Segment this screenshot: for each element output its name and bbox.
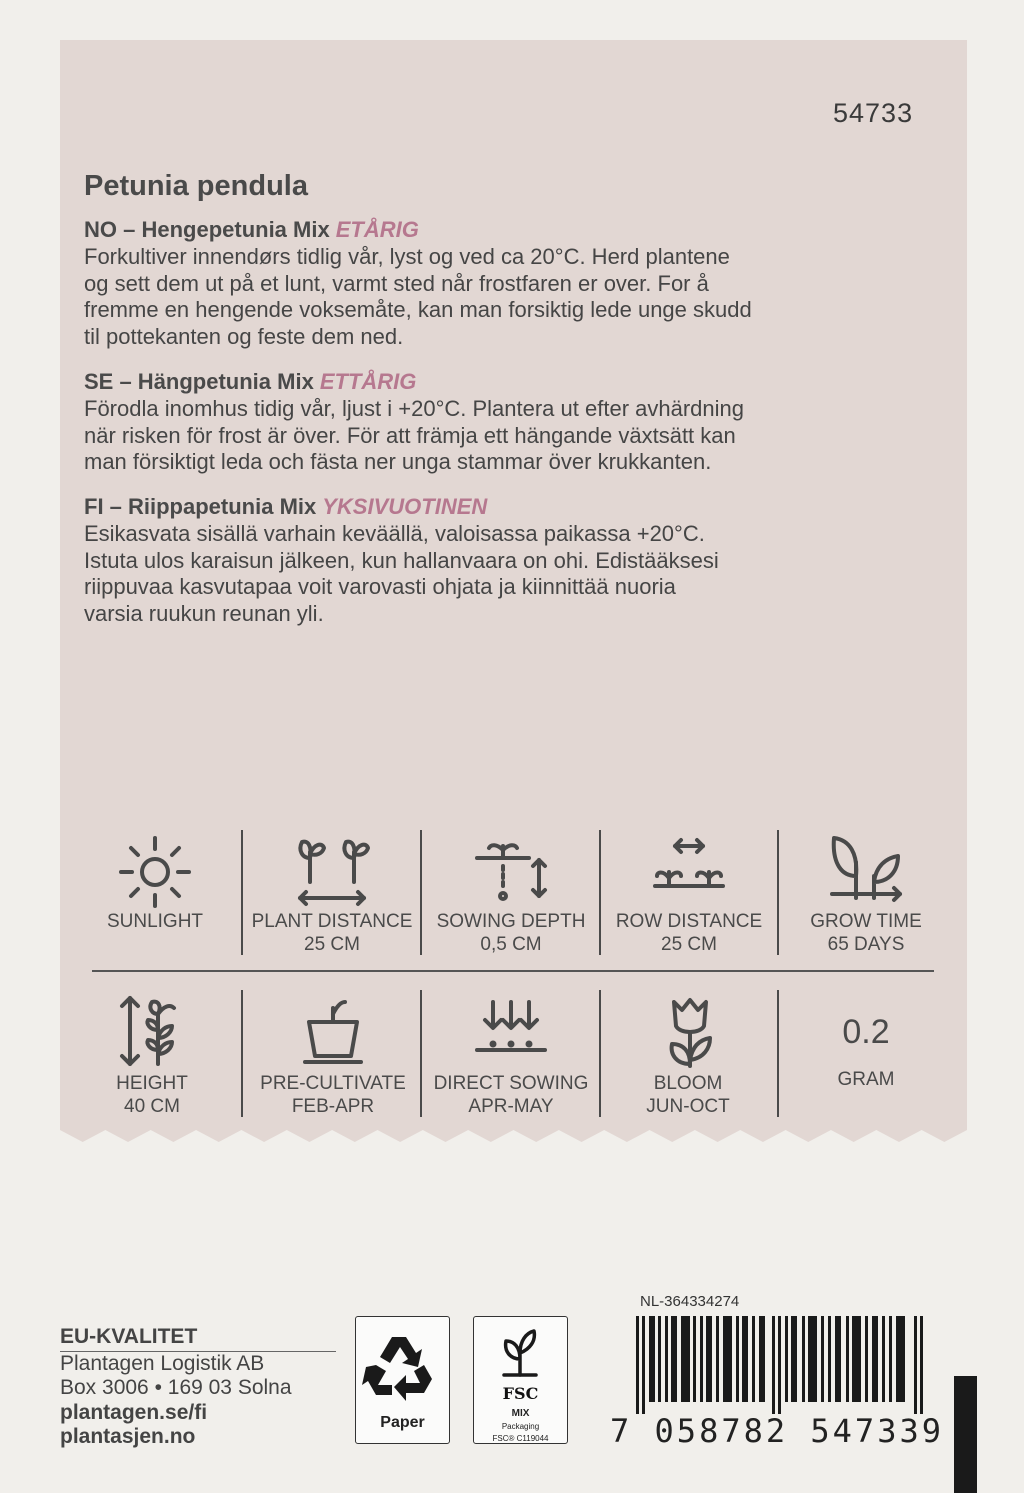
sprout-icon: [826, 832, 906, 910]
article-number: 54733: [833, 98, 914, 128]
info-value: JUN-OCT: [646, 1096, 730, 1117]
registration-mark: [954, 1376, 977, 1493]
fsc-license: FSC® C119044: [492, 1434, 549, 1443]
info-label: SUNLIGHT: [106, 911, 204, 932]
info-label: HEIGHT: [116, 1073, 188, 1094]
body-line: varsia ruukun reunan yli.: [84, 601, 324, 627]
info-label: PLANT DISTANCE: [251, 911, 413, 932]
grow-time-cell: [780, 832, 952, 956]
row-distance-cell: [603, 832, 775, 956]
sunlight-cell: [69, 832, 241, 933]
recycle-icon: [356, 1317, 449, 1413]
sowing-depth-icon: [471, 832, 551, 910]
info-label: DIRECT SOWING: [433, 1073, 589, 1094]
sowing-depth-cell: [425, 832, 597, 956]
info-value: 25 CM: [661, 934, 717, 955]
divider: [420, 830, 422, 955]
body-line: när risken för frost är över. För att främja ett hängande växtsätt kan: [84, 422, 736, 448]
quality-label: EU-KVALITET: [60, 1325, 336, 1352]
fsc-tree-icon: [474, 1317, 567, 1385]
divider: [599, 990, 601, 1117]
tulip-icon: [648, 992, 728, 1072]
section-fi: [84, 493, 934, 628]
nl-code: NL-364334274: [640, 1293, 740, 1310]
divider: [599, 830, 601, 955]
divider: [420, 990, 422, 1117]
supplier-info: [60, 1325, 340, 1450]
divider: [777, 990, 779, 1117]
info-value: 65 DAYS: [827, 934, 905, 955]
section-heading: NO – Hengepetunia Mix: [84, 217, 330, 242]
body-line: til pottekanten og feste dem ned.: [84, 324, 404, 350]
divider: [241, 990, 243, 1117]
info-label: GRAM: [837, 1069, 895, 1090]
body-line: riippuvaa kasvutapaa voit varovasti ohjata ja kiinnittää nuoria: [84, 574, 676, 600]
annual-tag: ETTÅRIG: [319, 369, 417, 394]
website-link[interactable]: plantasjen.no: [60, 1425, 196, 1449]
height-cell: [66, 992, 238, 1118]
pre-cultivate-cell: [247, 992, 419, 1118]
direct-sowing-cell: [425, 992, 597, 1118]
body-line: Istuta ulos karaisun jälkeen, kun hallanvaara on ohi. Edistääksesi: [84, 547, 719, 573]
body-line: Förodla inomhus tidig vår, ljust i +20°C. Plantera ut efter avhärdning: [84, 396, 744, 421]
info-label: GROW TIME: [810, 911, 922, 932]
fsc-packaging: Packaging: [501, 1422, 540, 1431]
annual-tag: ETÅRIG: [335, 217, 419, 242]
gram-cell: [780, 992, 952, 1091]
info-label: PRE-CULTIVATE: [260, 1073, 406, 1094]
info-label: SOWING DEPTH: [436, 911, 586, 932]
direct-sowing-icon: [471, 992, 551, 1072]
body-line: man försiktigt leda och fästa ner unga stammar över krukkanten.: [84, 449, 712, 475]
section-heading: SE – Hängpetunia Mix: [84, 369, 314, 394]
annual-tag: YKSIVUOTINEN: [322, 494, 488, 519]
recycle-logo: [355, 1316, 450, 1444]
sun-icon: [115, 832, 195, 910]
info-label: ROW DISTANCE: [615, 911, 763, 932]
body-line: Forkultiver innendørs tidlig vår, lyst og ved ca 20°C. Herd plantene: [84, 244, 730, 269]
divider: [777, 830, 779, 955]
recycle-label: Paper: [380, 1414, 425, 1431]
info-label: BLOOM: [653, 1073, 723, 1094]
info-value: FEB-APR: [291, 1096, 375, 1117]
plant-distance-icon: [292, 832, 372, 910]
body-line: Esikasvata sisällä varhain keväällä, valoisassa paikassa +20°C.: [84, 521, 705, 546]
bloom-cell: [602, 992, 774, 1118]
plant-distance-cell: [246, 832, 418, 956]
divider: [92, 970, 934, 972]
barcode: [636, 1316, 923, 1414]
fsc-mix: MIX: [511, 1408, 530, 1419]
barcode-number: 7 058782 547339: [610, 1412, 944, 1450]
section-se: [84, 368, 934, 476]
info-value: 0,5 CM: [480, 934, 542, 955]
section-heading: FI – Riippapetunia Mix: [84, 494, 317, 519]
info-value: 25 CM: [304, 934, 360, 955]
body-line: fremme en hengende voksemåte, kan man forsiktig lede unge skudd: [84, 297, 752, 323]
seed-weight-value: 0.2: [842, 1013, 890, 1051]
info-value: APR-MAY: [468, 1096, 554, 1117]
fsc-logo: [473, 1316, 568, 1444]
body-line: og sett dem ut på et lunt, varmt sted når frostfaren er over. For å: [84, 270, 709, 296]
pot-icon: [293, 992, 373, 1072]
fsc-brand: FSC: [502, 1384, 539, 1403]
company-name: Plantagen Logistik AB: [60, 1351, 265, 1375]
divider: [241, 830, 243, 955]
website-link[interactable]: plantagen.se/fi: [60, 1400, 208, 1424]
company-address: Box 3006 • 169 03 Solna: [60, 1376, 292, 1400]
row-distance-icon: [649, 832, 729, 910]
species-title: Petunia pendula: [84, 170, 308, 202]
section-no: [84, 216, 934, 351]
info-value: 40 CM: [124, 1096, 180, 1117]
height-icon: [112, 992, 192, 1072]
